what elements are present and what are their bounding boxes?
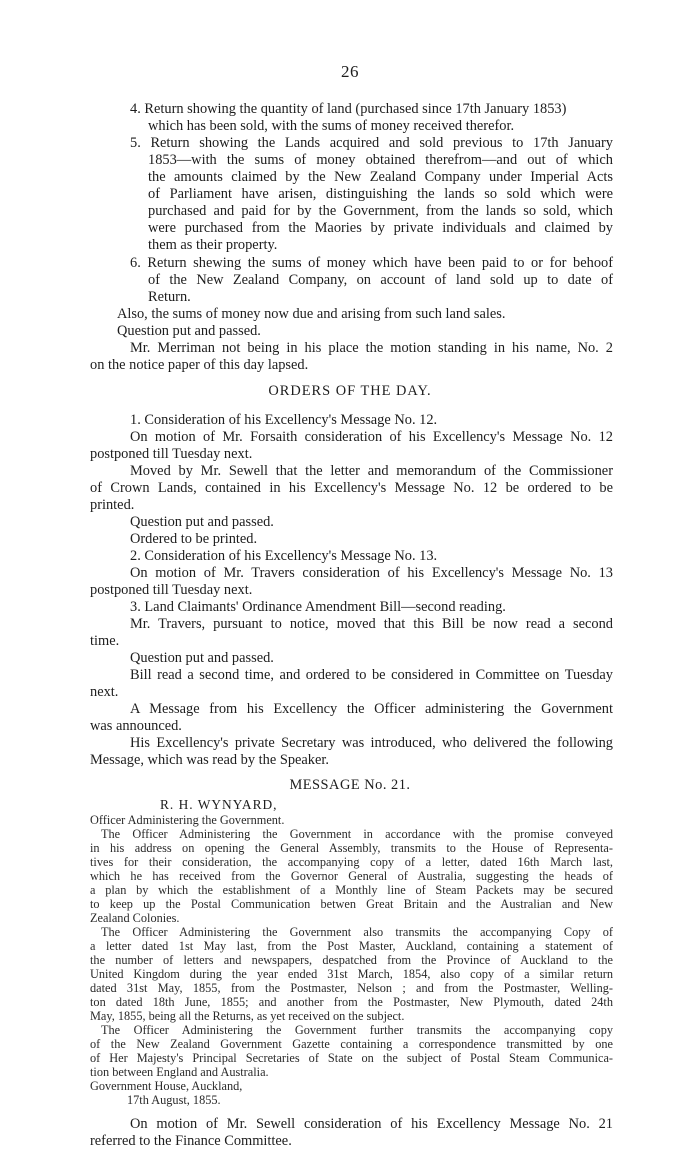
- list-item-5-line-2: 1853—with the sums of money obtained therefrom—and out of which: [148, 152, 613, 168]
- message-para-2-line-5: dated 31st May, 1855, from the Postmaster, Nelson ; and from the Postmaster, Welling-: [90, 981, 613, 995]
- message-para-2-line-1: The Officer Administering the Government also transmits the accompanying Copy of: [101, 925, 613, 939]
- message-para-3-line-4: tion between England and Australia.: [90, 1065, 269, 1079]
- order-2-motion-line-1: On motion of Mr. Travers consideration of his Excellency's Message No. 13: [130, 565, 613, 581]
- government-house-line: Government House, Auckland,: [90, 1079, 243, 1093]
- message-para-2-line-3: the number of letters and newspapers, despatched from the Province of Auckland to the: [90, 953, 613, 967]
- message-para-1-line-2: in his address on opening the General Assembly, transmits to the House of Representa-: [90, 841, 613, 855]
- closing-motion-line-1: On motion of Mr. Sewell consideration of his Excellency Message No. 21: [130, 1116, 613, 1132]
- officer-title: Officer Administering the Government.: [90, 813, 285, 827]
- message-para-1-line-6: to keep up the Postal Communication betwen Great Britain and the Australian and New: [90, 897, 613, 911]
- second-reading-line-1: Bill read a second time, and ordered to be considered in Committee on Tuesday: [130, 667, 613, 683]
- orders-of-the-day-heading: ORDERS OF THE DAY.: [268, 383, 432, 399]
- message-21-heading: MESSAGE No. 21.: [289, 777, 411, 793]
- order-1-motion-line-2: postponed till Tuesday next.: [90, 446, 253, 462]
- secretary-line-1: His Excellency's private Secretary was introduced, who delivered the following: [130, 735, 613, 751]
- travers-motion-line-1: Mr. Travers, pursuant to notice, moved that this Bill be now read a second: [130, 616, 613, 632]
- sewell-motion-line-3: printed.: [90, 497, 135, 513]
- message-announced-line-1: A Message from his Excellency the Officer administering the Government: [130, 701, 613, 717]
- list-item-5-line-3: the amounts claimed by the New Zealand Company under Imperial Acts: [148, 169, 613, 185]
- list-item-5-line-5: purchased and paid for by the Government, from the lands so sold, which: [148, 203, 613, 219]
- list-item-5-line-6: were purchased from the Maories by private individuals and claimed by: [148, 220, 613, 236]
- message-para-3-line-2: of the New Zealand Government Gazette containing a correspondence transmitted by one: [90, 1037, 613, 1051]
- message-para-2-line-4: United Kingdom during the year ended 31st March, 1854, also copy of a similar return: [90, 967, 613, 981]
- order-3-line: 3. Land Claimants' Ordinance Amendment Bill—second reading.: [130, 599, 506, 615]
- question-passed-line-3: Question put and passed.: [130, 650, 274, 666]
- message-para-2-line-7: May, 1855, being all the Returns, as yet received on the subject.: [90, 1009, 405, 1023]
- message-para-1-line-7: Zealand Colonies.: [90, 911, 180, 925]
- message-para-2-line-6: ton dated 18th June, 1855; and another from the Postmaster, New Plymouth, dated 24th: [90, 995, 613, 1009]
- message-para-1-line-5: a plan by which the establishment of a Monthly line of Steam Packets may be secured: [90, 883, 613, 897]
- second-reading-line-2: next.: [90, 684, 119, 700]
- list-item-5-line-1: 5. Return showing the Lands acquired and sold previous to 17th January: [130, 135, 613, 151]
- page-number: 26: [341, 62, 359, 81]
- list-item-6-line-2: of the New Zealand Company, on account of land sold up to date of: [148, 272, 613, 288]
- message-para-3-line-1: The Officer Administering the Government further transmits the accompanying copy: [101, 1023, 613, 1037]
- sewell-motion-line-1: Moved by Mr. Sewell that the letter and memorandum of the Commissioner: [130, 463, 613, 479]
- list-item-5-line-7: them as their property.: [148, 237, 278, 253]
- order-1-line: 1. Consideration of his Excellency's Message No. 12.: [130, 412, 438, 428]
- list-item-4-line-1: 4. Return showing the quantity of land (purchased since 17th January 1853): [130, 101, 567, 117]
- order-1-motion-line-1: On motion of Mr. Forsaith consideration of his Excellency's Message No. 12: [130, 429, 613, 445]
- land-sales-line: Also, the sums of money now due and arising from such land sales.: [117, 306, 506, 322]
- message-para-3-line-3: of Her Majesty's Principal Secretaries of State on the subject of Postal Steam Communica-: [90, 1051, 613, 1065]
- message-para-1-line-4: which he has received from the Governor General of Australia, suggesting the heads of: [90, 869, 613, 883]
- closing-motion-line-2: referred to the Finance Committee.: [90, 1133, 292, 1149]
- merriman-line-1: Mr. Merriman not being in his place the motion standing in his name, No. 2: [130, 340, 613, 356]
- message-date-line: 17th August, 1855.: [127, 1093, 221, 1107]
- message-para-2-line-2: a letter dated 1st May last, from the Post Master, Auckland, containing a statement of: [90, 939, 613, 953]
- order-2-line: 2. Consideration of his Excellency's Message No. 13.: [130, 548, 438, 564]
- list-item-6-line-1: 6. Return shewing the sums of money which have been paid to or for behoof: [130, 255, 613, 271]
- merriman-line-2: on the notice paper of this day lapsed.: [90, 357, 309, 373]
- question-passed-line: Question put and passed.: [117, 323, 261, 339]
- list-item-4-line-2: which has been sold, with the sums of money received therefor.: [148, 118, 515, 134]
- secretary-line-2: Message, which was read by the Speaker.: [90, 752, 329, 768]
- sewell-motion-line-2: of Crown Lands, contained in his Excellency's Message No. 12 be ordered to be: [90, 480, 613, 496]
- ordered-printed-line: Ordered to be printed.: [130, 531, 258, 547]
- message-para-1-line-3: tives for their consideration, the accompanying copy of a letter, dated 16th March last,: [90, 855, 613, 869]
- message-announced-line-2: was announced.: [90, 718, 182, 734]
- travers-motion-line-2: time.: [90, 633, 120, 649]
- question-passed-line-2: Question put and passed.: [130, 514, 274, 530]
- message-para-1-line-1: The Officer Administering the Government in accordance with the promise conveyed: [101, 827, 613, 841]
- order-2-motion-line-2: postponed till Tuesday next.: [90, 582, 253, 598]
- list-item-5-line-4: of Parliament have arisen, distinguishing the lands so sold which were: [148, 186, 613, 202]
- list-item-6-line-3: Return.: [148, 289, 191, 305]
- governor-signature: R. H. WYNYARD,: [160, 797, 278, 812]
